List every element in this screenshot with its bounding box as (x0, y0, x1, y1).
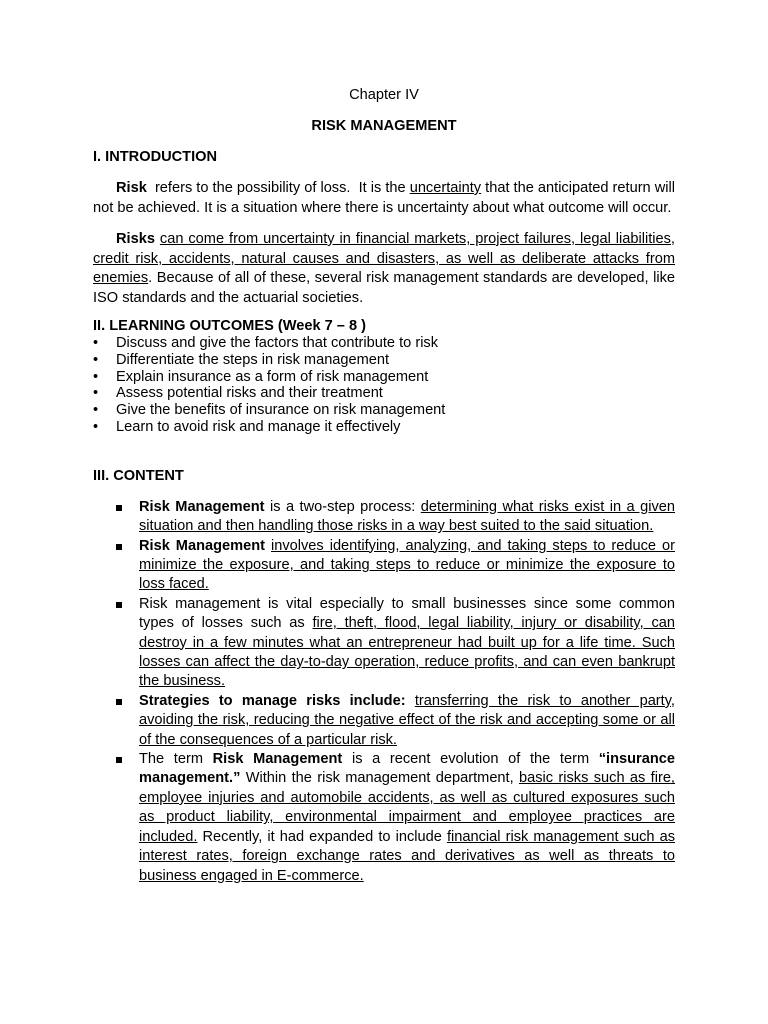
list-item (93, 385, 675, 402)
list-item (93, 498, 675, 537)
list-item (93, 595, 675, 692)
text-span: Risk management is vital especially to small businesses since some common types of losses such as (139, 595, 675, 632)
bold-term: Risk Management (139, 498, 265, 515)
bullet-icon: • (93, 402, 99, 419)
list-item (93, 750, 675, 886)
bullet-icon: • (93, 418, 99, 435)
bullet-icon: • (93, 368, 99, 385)
intro-paragraph-2 (93, 230, 675, 308)
bullet-icon: • (93, 351, 99, 368)
underlined-text: can come from uncertainty in financial markets, project failures, legal liabilities, credit risk, accidents, natural causes and disasters, as well as deliberate attacks from enemies (93, 231, 675, 286)
bullet-icon: • (93, 385, 99, 402)
text-span (406, 693, 415, 709)
introduction-heading: I. INTRODUCTION (93, 148, 218, 165)
learning-outcomes-list (93, 335, 675, 436)
list-item-text: Assess potential risks and their treatment (116, 385, 383, 402)
text-span: . Because of all of these, several risk management standards are developed, like ISO standards and the actuarial societies. (93, 270, 675, 306)
text-span: refers to the possibility of loss. It is the (146, 180, 410, 196)
document-page (93, 86, 675, 886)
text-span: Within the risk management department, (240, 770, 519, 787)
text-span: that the anticipated return will not be achieved. It is a situation where there is uncertainty about what outcome will occur. (93, 180, 676, 216)
intro-paragraph-1 (93, 179, 675, 218)
list-item-text: Discuss and give the factors that contribute to risk (116, 335, 439, 351)
square-bullet-icon (116, 699, 122, 705)
bold-term: Risk Management (139, 537, 266, 554)
list-item (93, 352, 675, 369)
list-item (93, 692, 675, 750)
underlined-text: fire, theft, flood, legal liability, injury or disability, can destroy in a few minutes what an entrepreneur had built up for a life time. Such losses can affect the day-to-day operation, reduce profits, and can even bankrupt the business. (139, 615, 675, 690)
page-title: RISK MANAGEMENT (311, 118, 457, 134)
learning-outcomes-heading: II. LEARNING OUTCOMES (Week 7 – 8 ) (93, 318, 367, 334)
content-heading: III. CONTENT (93, 467, 184, 484)
text-span: Recently, it had expanded to include (197, 828, 447, 845)
square-bullet-icon (116, 544, 122, 550)
underlined-text: uncertainty (409, 180, 482, 196)
bold-term: Strategies to manage risks include: (139, 692, 406, 709)
list-item (93, 419, 675, 436)
list-item-text: Differentiate the steps in risk management (116, 351, 390, 368)
bold-term: Risk Management (212, 751, 343, 768)
square-bullet-icon (116, 757, 122, 763)
list-item (93, 402, 675, 419)
risks-term: Risks (116, 231, 155, 247)
square-bullet-icon (116, 602, 122, 608)
underlined-text: involves identifying, analyzing, and taking steps to reduce or minimize the exposure, and taking steps to reduce or minimize the exposure to loss faced. (139, 537, 675, 593)
list-item-text: Learn to avoid risk and manage it effectively (116, 418, 401, 435)
underlined-text: financial risk management such as interest rates, foreign exchange rates and derivatives as well as threats to business engaged in E-commerce. (139, 828, 675, 884)
bullet-icon: • (93, 335, 99, 351)
list-item (93, 537, 675, 595)
content-list (93, 498, 675, 886)
list-item (93, 369, 675, 386)
text-span: The term (139, 751, 213, 768)
underlined-text: transferring the risk to another party, avoiding the risk, reducing the negative effect of the risk and accepting some or all of the consequences of a particular risk. (139, 692, 675, 748)
bold-term: “insurance management.” (139, 751, 675, 787)
square-bullet-icon (116, 505, 122, 511)
chapter-label: Chapter IV (349, 87, 419, 103)
list-item-text: Give the benefits of insurance on risk management (116, 402, 446, 419)
underlined-text: determining what risks exist in a given situation and then handling those risks in a way best suited to the said situation. (139, 498, 675, 535)
underlined-text: basic risks such as fire, employee injuries and automobile accidents, as well as cultured exposures such as product liability, environmental impairment and employee practices are included. (139, 770, 675, 845)
text-span: is a two-step process: (264, 498, 421, 515)
text-span: is a recent evolution of the term (342, 751, 599, 768)
risk-term: Risk (116, 180, 147, 196)
list-item (93, 335, 675, 352)
list-item-text: Explain insurance as a form of risk management (116, 368, 429, 385)
